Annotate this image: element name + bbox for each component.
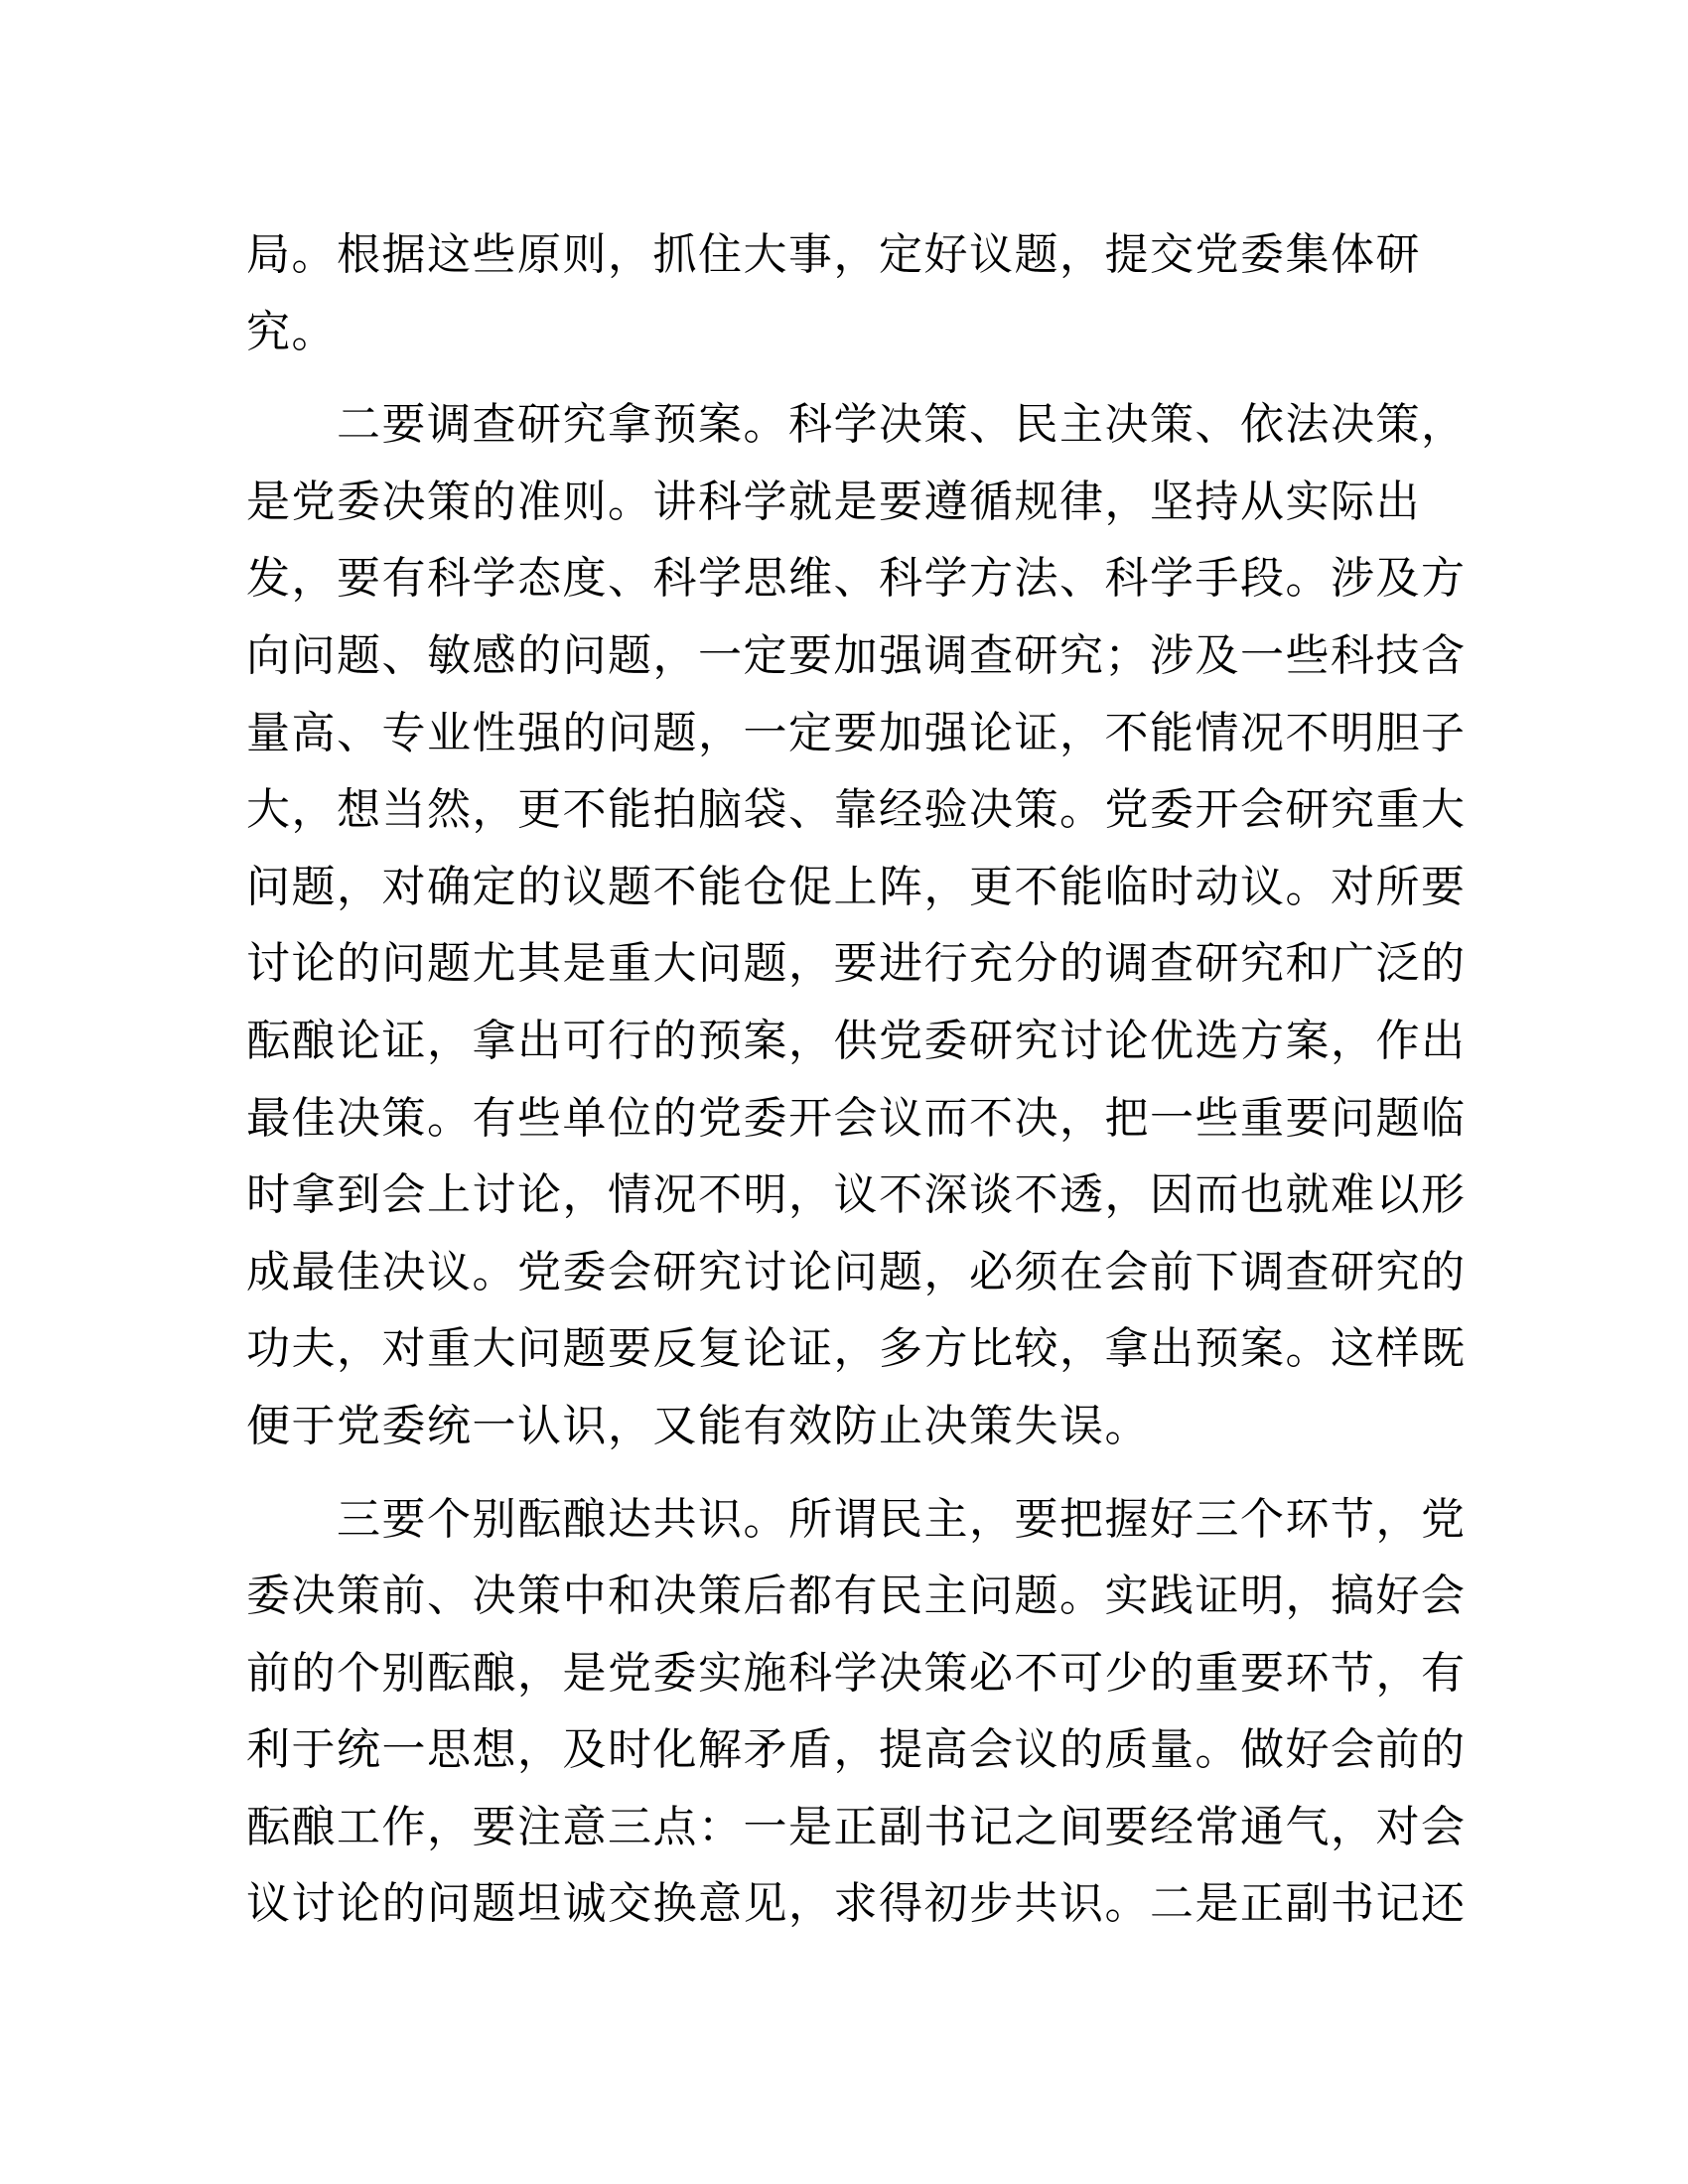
text-line: 向问题、敏感的问题，一定要加强调查研究；涉及一些科技含 — [246, 629, 1467, 681]
text-line: 量高、专业性强的问题，一定要加强论证，不能情况不明胆子 — [246, 707, 1467, 758]
text-line: 时拿到会上讨论，情况不明，议不深谈不透，因而也就难以形 — [246, 1169, 1467, 1221]
text-line: 是党委决策的准则。讲科学就是要遵循规律，坚持从实际出 — [246, 476, 1421, 527]
paragraph — [246, 1481, 1467, 1944]
paragraph — [246, 216, 1438, 370]
text-line: 发，要有科学态度、科学思维、科学方法、科学手段。涉及方 — [246, 553, 1467, 605]
text-line: 究。 — [246, 306, 337, 357]
text-line: 问题，对确定的议题不能仓促上阵，更不能临时动议。对所要 — [246, 861, 1467, 912]
paragraph — [246, 386, 1467, 1464]
text-line: 二要调查研究拿预案。科学决策、民主决策、依法决策， — [337, 399, 1467, 451]
text-line: 大，想当然，更不能拍脑袋、靠经验决策。党委开会研究重大 — [246, 784, 1467, 836]
text-line: 便于党委统一认识，又能有效防止决策失误。 — [246, 1400, 1150, 1451]
text-line: 前的个别酝酿，是党委实施科学决策必不可少的重要环节，有 — [246, 1647, 1467, 1699]
text-line: 酝酿论证，拿出可行的预案，供党委研究讨论优选方案，作出 — [246, 1015, 1467, 1066]
text-line: 三要个别酝酿达共识。所谓民主，要把握好三个环节，党 — [337, 1493, 1467, 1545]
text-line: 最佳决策。有些单位的党委开会议而不决，把一些重要问题临 — [246, 1092, 1467, 1144]
text-line: 利于统一思想，及时化解矛盾，提高会议的质量。做好会前的 — [246, 1724, 1467, 1776]
text-line: 酝酿工作，要注意三点：一是正副书记之间要经常通气，对会 — [246, 1801, 1467, 1852]
text-line: 委决策前、决策中和决策后都有民主问题。实践证明，搞好会 — [246, 1570, 1467, 1622]
text-line: 讨论的问题尤其是重大问题，要进行充分的调查研究和广泛的 — [246, 938, 1467, 990]
text-line: 功夫，对重大问题要反复论证，多方比较，拿出预案。这样既 — [246, 1323, 1467, 1375]
document-page — [246, 216, 1467, 1959]
text-line: 成最佳决议。党委会研究讨论问题，必须在会前下调查研究的 — [246, 1246, 1467, 1297]
text-line: 议讨论的问题坦诚交换意见，求得初步共识。二是正副书记还 — [246, 1878, 1467, 1930]
text-line: 局。根据这些原则，抓住大事，定好议题，提交党委集体研 — [246, 229, 1421, 280]
